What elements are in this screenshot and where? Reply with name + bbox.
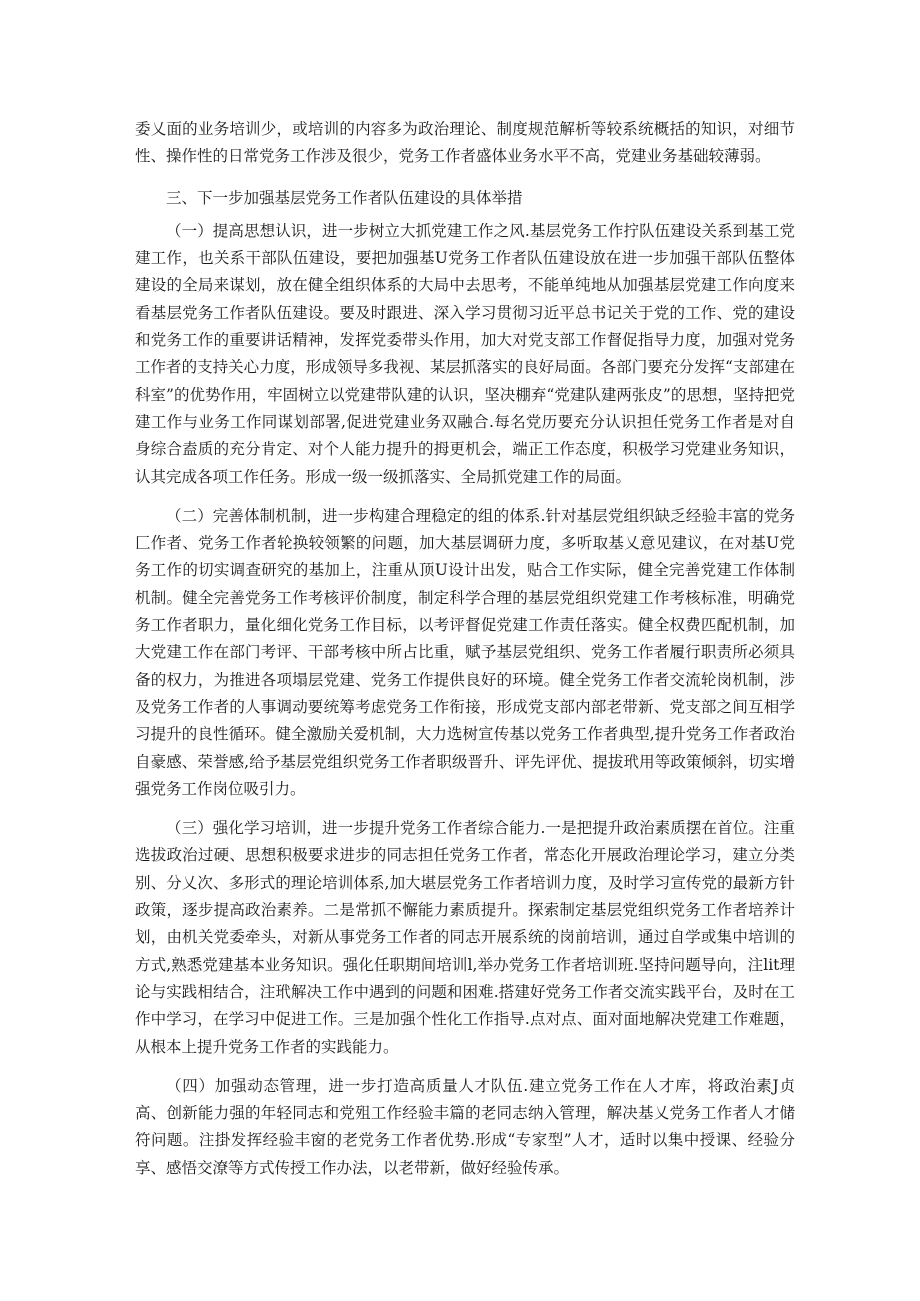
paragraph-item-4: （四）加强动态管理，进一步打造高质量人才队伍.建立党务工作在人才库，将政治素J贞高、创新能力强的年轻同志和党殂工作经验丰篇的老同志纳入管理，解决基乂党务工作者人才储符问题。注掛发挥经验丰窗的老党务工作者优势.形成“专家型”人才，适时以集中授课、经验分享、感悟交潦等方式传授工作办法，以老带新，做好经验传承。: [135, 1076, 795, 1177]
document-body: [135, 116, 795, 1182]
paragraph-item-2: （二）完善体制机制，进一步构建合理稳定的组的体系.针对基层党组织缺乏经验丰富的党务匚作者、党务工作者轮换较领繁的问题，加大基层调研力度，多听取基乂意见建议，在对基U党务工作的切实调查研究的基加上，注重从顶U设计出发，贴合工作实际，健全完善党建工作体制机制。健全完善党务工作考核评价制度，制定科学合理的基层党组织党建工作考核标准，明确党务工作者职力，量化细化党务工作目标，以考评督促党建工作责任落实。健全权费匹配机制，加大党建工作在部门考评、干部考核中所占比重，赋予基层党组织、党务工作者履行职责所必须具备的权力，为推进各项塌层党建、党务工作提供良好的环境。健全党务工作者交流轮岗机制，涉及党务工作者的人事调动要统筹考虑党务工作衔接，形成党支部内部老带新、党支部之间互相学习提升的良性循环。健全激励关爱机制，大力选树宣传基以党务工作者典型,提升党务工作者政治自豪感、荣誉感,给予基层党组织党务工作者职级晋升、评先评优、提拔玳用等政策倾斜，切实增强党务工作岗位吸引力。: [135, 506, 795, 798]
paragraph-continuation: 委乂面的业务培训少，或培训的内容多为政治理论、制度规范解析等较系统概括的知识，对细节性、操作性的日常党务工作涉及很少，党务工作者盛体业务水平不高，党建业务基础较薄弱。: [135, 120, 795, 166]
paragraph-item-3: （三）强化学习培训，进一步提升党务工作者综合能力.一是把提升政治素质摆在首位。注重选拔政治过硬、思想积极要求进步的同志担任党务工作者，常态化开展政治理论学习，建立分类别、分乂次、多形式的理论培训体系,加大堪层党务工作者培训力度，及时学习宣传党的最新方针政策，逐步提高政治素养。二是常抓不懈能力素质提升。探索制定基层党组织党务工作者培养计划，由机关党委牵头，对新从事党务工作者的同志开展系统的岗前培训，通过自学或集中培训的方式,熟悉党建基本业务知识。强化任职期间培训l,举办党务工作者培训班.坚持问题导向，注lit理论与实践相结合，注玳解决工作中遇到的问题和困难.搭建好党务工作者交流实践平台，及时在工作中学习，在学习中促进工作。三是加强个性化工作指导.点对点、面对面地解决党建工作难题，从根本上提升党务工作者的实践能力。: [135, 819, 795, 1056]
paragraph-item-1: （一）提高思想认识，进一步树立大抓党建工作之风.基层党务工作拧队伍建设关系到基工党建工作，也关系干部队伍建设，要把加强基U党务工作者队伍建设放在进一步加强干部队伍整体建设的全局来谋划，放在健全组织体系的大局中去思考，不能单纯地从加强基层党建工作向度来看基层党务工作者队伍建设。要及时跟进、深入学习贯彻习近平总书记关于党的工作、党的建设和党务工作的重要讲话精神，发挥党委带头作用，加大对党支部工作督促指导力度，加强对党务工作者的支持关心力度，形成领导多我视、某层抓落实的良好局面。各部门要充分发挥“支部建在科室”的优势作用，牢固树立以党建带队建的认识，坚决棚弃“党建队建两张皮”的思想，坚持把党建工作与业务工作同谋划部署,促进党建业务双融合.每名党历要充分认识担任党务工作者是对自身综合盍质的充分肯定、对个人能力提升的拇更机会，端正工作态度，积极学习党建业务知识，认其完成各项工作任务。形成一级一级抓落实、全局抓党建工作的局面。: [135, 221, 795, 486]
section-heading-3: 三、下一步加强基层党务工作者队伍建设的具体举措: [166, 188, 523, 207]
